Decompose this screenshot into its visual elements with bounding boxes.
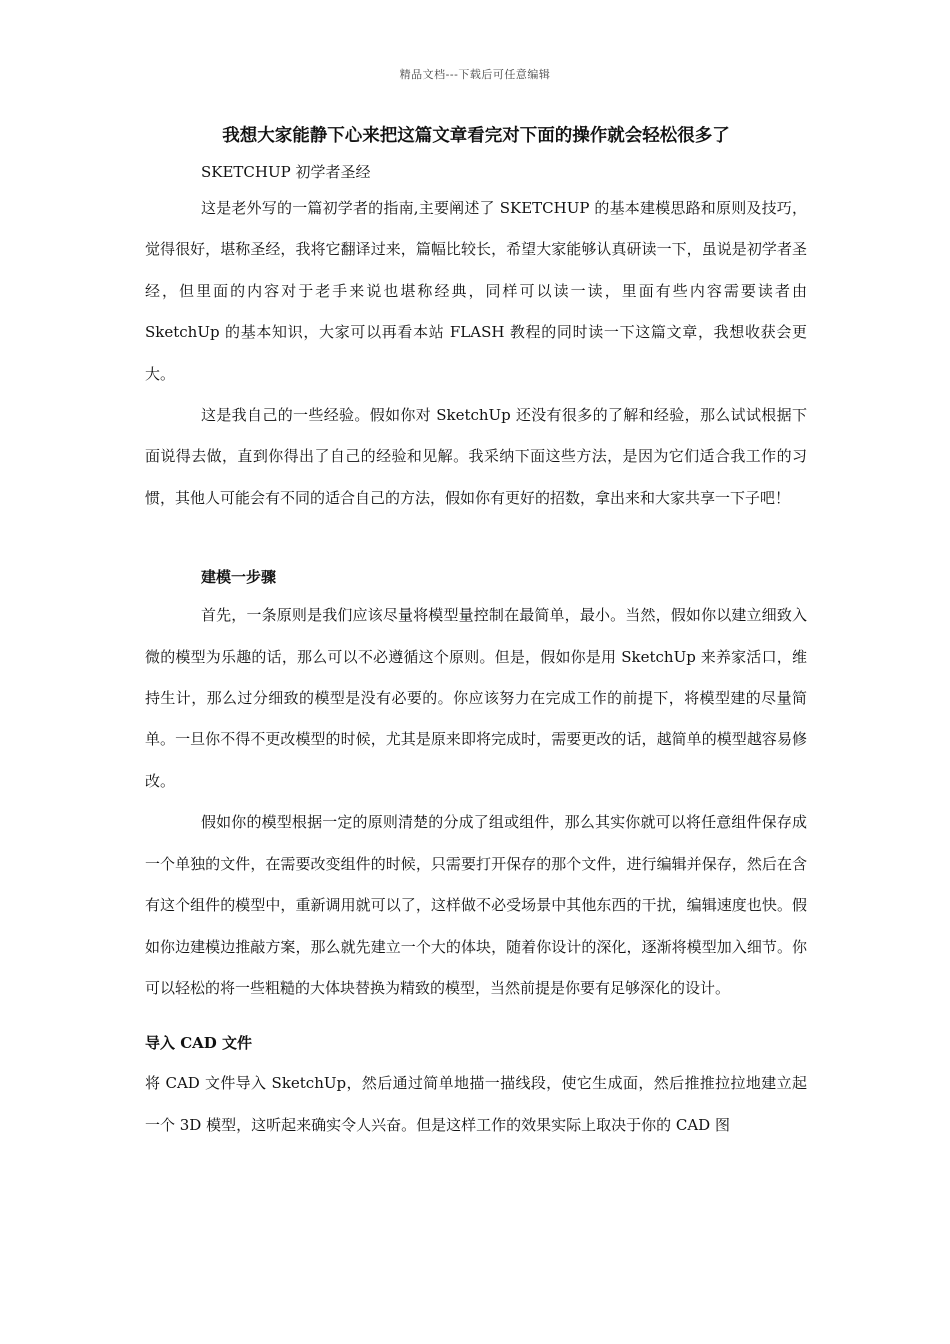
document-subtitle: SKETCHUP 初学者圣经	[201, 163, 371, 181]
section1-paragraph-2: 假如你的模型根据一定的原则清楚的分成了组或组件，那么其实你就可以将任意组件保存成一个单独的文件，在需要改变组件的时候，只需要打开保存的那个文件，进行编辑并保存，然后在含有这个组件的模型中，重新调用就可以了，这样做不必受场景中其他东西的干扰，编辑速度也快。假如你边建模边推敲方案，那么就先建立一个大的体块，随着你设计的深化，逐渐将模型加入细节。你可以轻松的将一些粗糙的大体块替换为精致的模型，当然前提是你要有足够深化的设计。	[145, 813, 807, 997]
header-note: 精品文档---下载后可任意编辑	[399, 68, 551, 81]
spacer	[145, 519, 807, 553]
section1-paragraph-1: 首先，一条原则是我们应该尽量将模型量控制在最简单，最小。当然，假如你以建立细致入微的模型为乐趣的话，那么可以不必遵循这个原则。但是，假如你是用 SketchUp 来养家活口，维持生计，那么过分细致的模型是没有必要的。你应该努力在完成工作的前提下，将模型建的尽量简单。一旦你不得不更改模型的时候，尤其是原来即将完成时，需要更改的话，越简单的模型越容易修改。	[145, 606, 807, 790]
document-body	[145, 120, 807, 1146]
intro-paragraph-2: 这是我自己的一些经验。假如你对 SketchUp 还没有很多的了解和经验，那么试试根据下面说得去做，直到你得出了自己的经验和见解。我采纳下面这些方法，是因为它们适合我工作的习惯，其他人可能会有不同的适合自己的方法，假如你有更好的招数，拿出来和大家共享一下子吧！	[145, 406, 807, 507]
section-heading-modeling-steps: 建模一步骤	[201, 568, 277, 587]
section-heading-import-cad: 导入 CAD 文件	[145, 1034, 253, 1053]
spacer	[145, 1009, 807, 1023]
section2-paragraph-1: 将 CAD 文件导入 SketchUp，然后通过简单地描一描线段，使它生成面，然后推推拉拉地建立起一个 3D 模型，这听起来确实令人兴奋。但是这样工作的效果实际上取决于你的 CAD 图	[145, 1074, 807, 1134]
document-title: 我想大家能静下心来把这篇文章看完对下面的操作就会轻松很多了	[222, 126, 730, 146]
intro-paragraph-1: 这是老外写的一篇初学者的指南,主要阐述了 SKETCHUP 的基本建模思路和原则及技巧，觉得很好，堪称圣经，我将它翻译过来，篇幅比较长，希望大家能够认真研读一下，虽说是初学者圣经，但里面的内容对于老手来说也堪称经典，同样可以读一读，里面有些内容需要读者由 SketchUp 的基本知识，大家可以再看本站 FLASH 教程的同时读一下这篇文章，我想收获会更大。	[145, 199, 807, 383]
